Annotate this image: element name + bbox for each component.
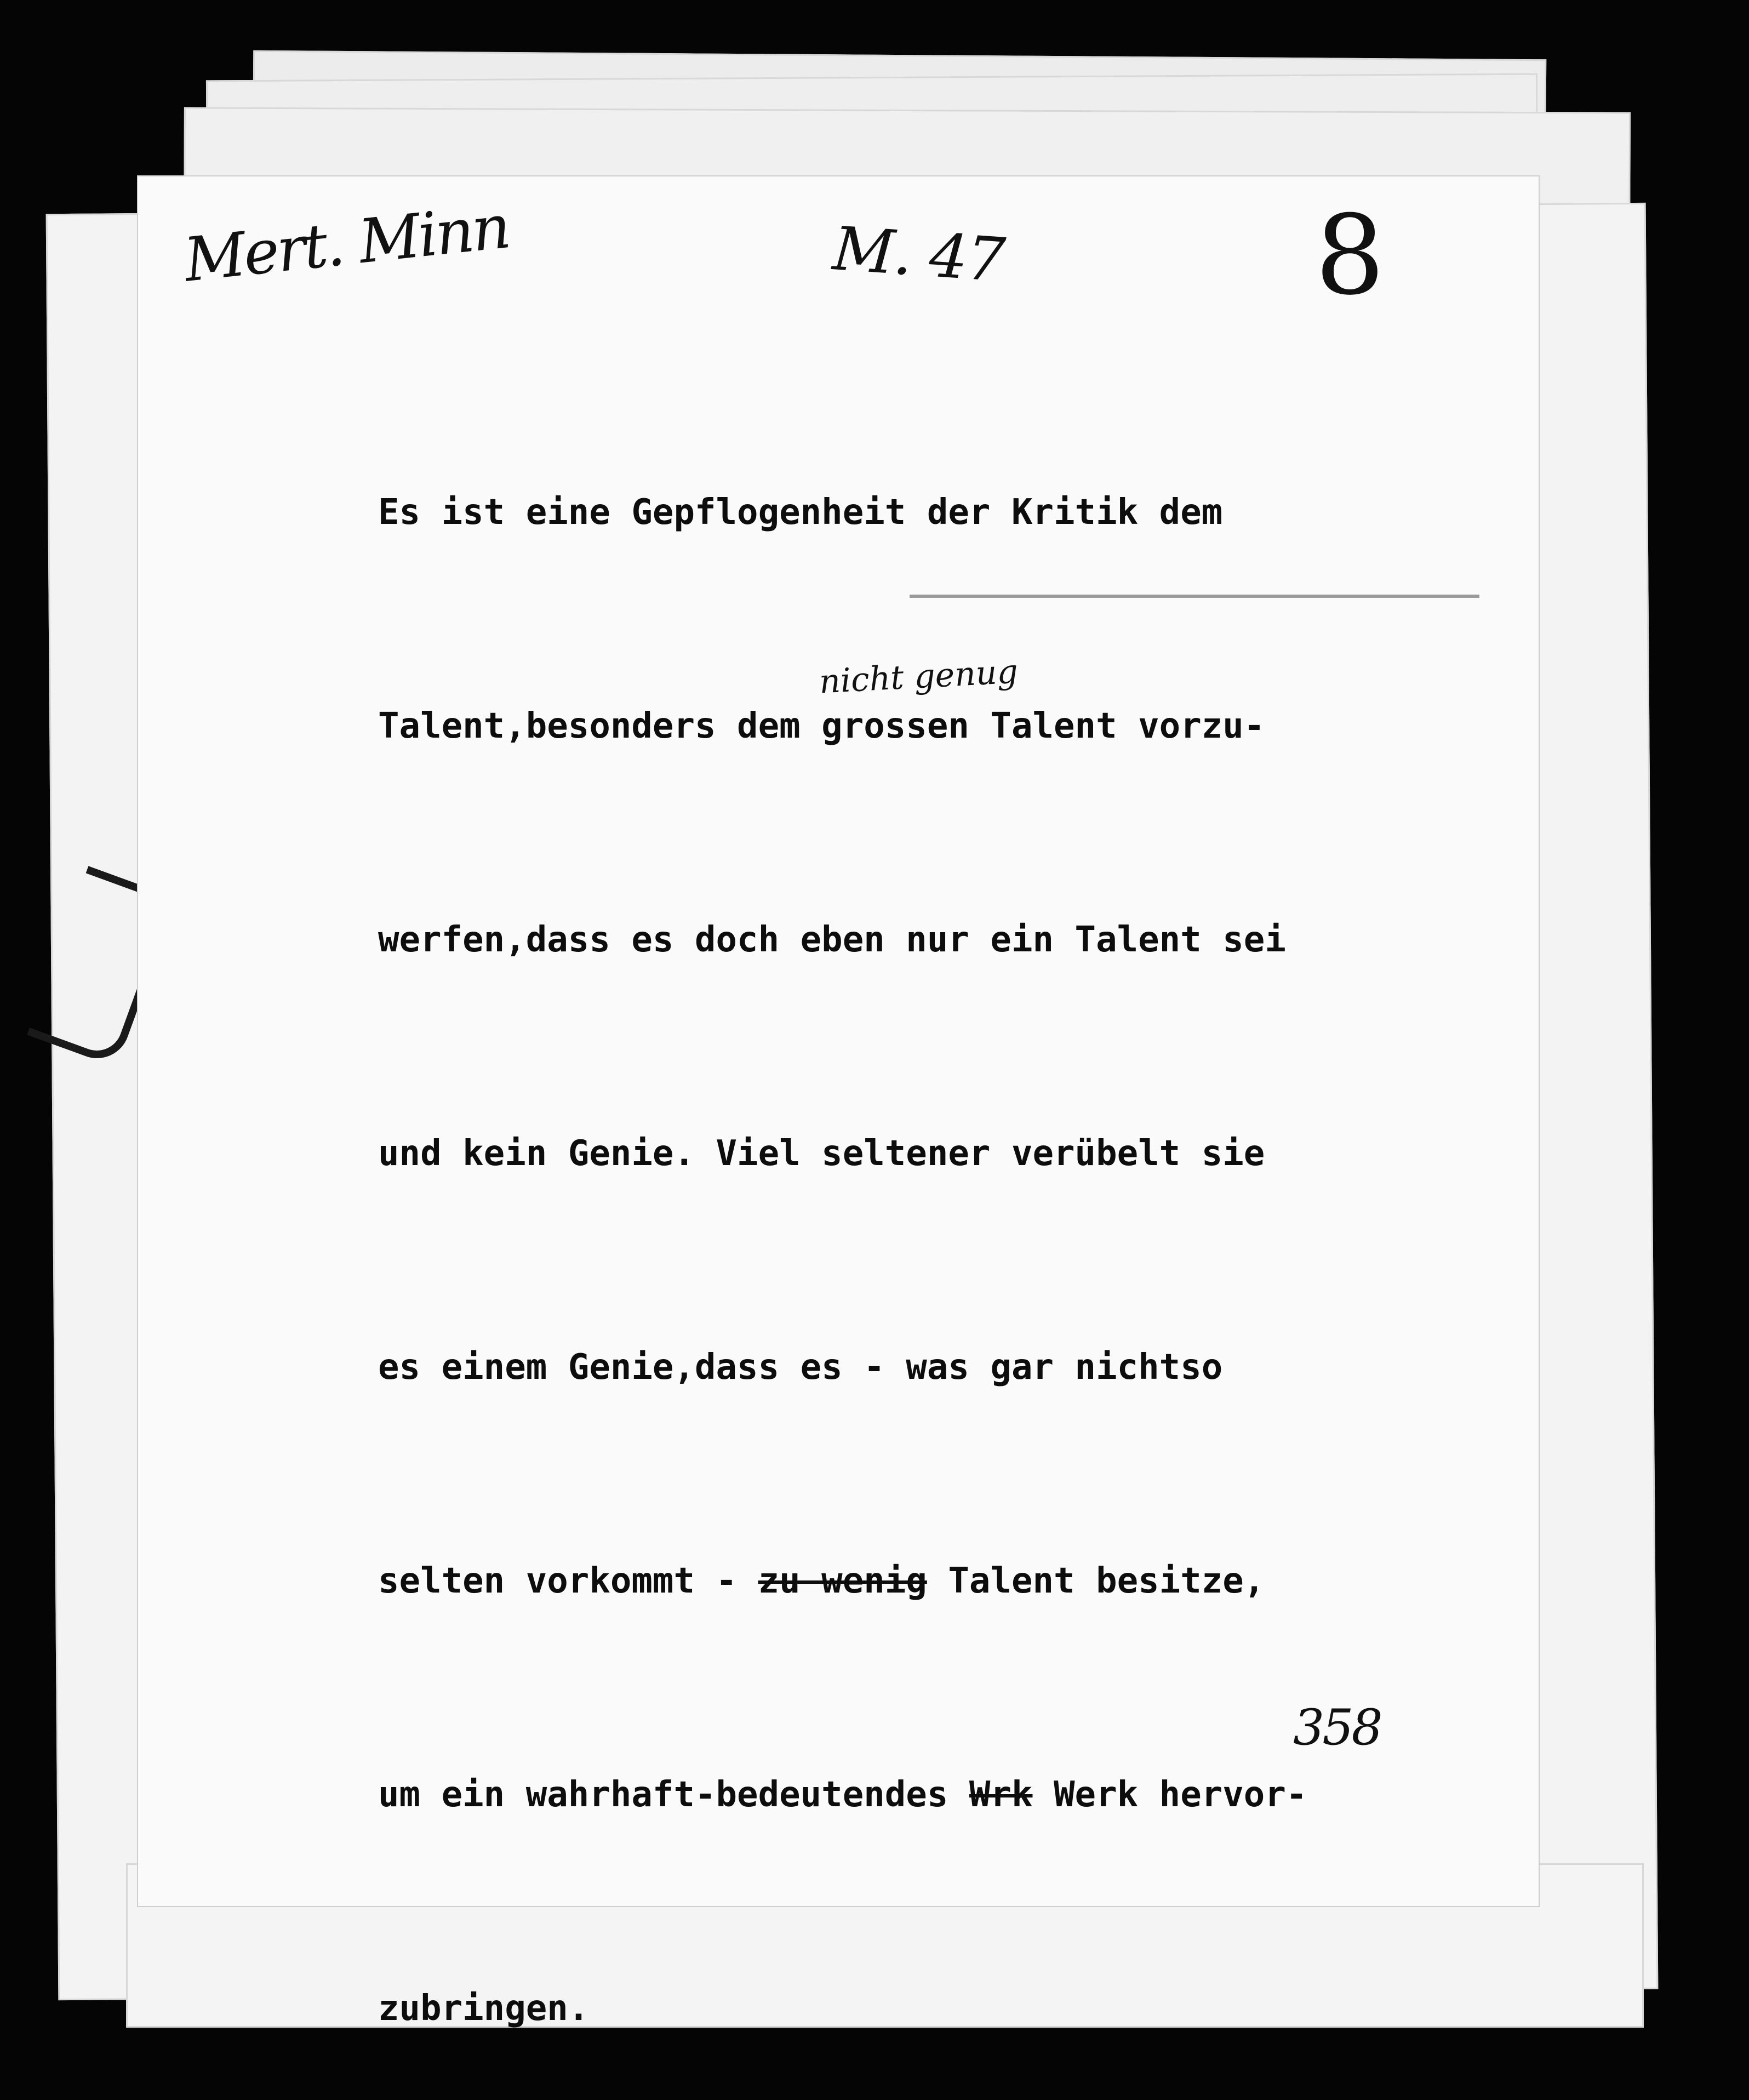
handwritten-annotation-top-left: Mert. Minn: [180, 191, 512, 295]
bleed-through-rule: [910, 595, 1479, 598]
typed-line: zubringen.: [378, 1988, 590, 2029]
struck-text: Wrk: [969, 1774, 1033, 1815]
typed-line-with-strike: selten vorkommt - zu wenig Talent besitze,: [378, 1561, 1265, 1601]
typed-line: Es ist eine Gepflogenheit der Kritik dem: [378, 492, 1223, 533]
typed-line-with-strike: um ein wahrhaft-bedeutendes Wrk Werk hervor-: [378, 1774, 1307, 1815]
handwritten-insert: nicht genug: [818, 652, 1019, 701]
front-page: [137, 175, 1540, 2029]
typed-line: es einem Genie,dass es - was gar nichtso: [378, 1347, 1223, 1388]
typed-line: und kein Genie. Viel seltener verübelt sie: [378, 1133, 1265, 1174]
handwritten-annotation-top-center: M. 47: [830, 213, 1007, 295]
typed-line: Talent,besonders dem grossen Talent vorzu-: [378, 706, 1265, 746]
typed-line: werfen,dass es doch eben nur ein Talent sei: [378, 920, 1286, 960]
handwritten-page-number: 8: [1315, 192, 1385, 319]
struck-text: zu wenig: [758, 1561, 927, 1601]
handwritten-folio-number: 358: [1293, 1699, 1381, 1756]
typed-paragraph: [378, 334, 1419, 2100]
